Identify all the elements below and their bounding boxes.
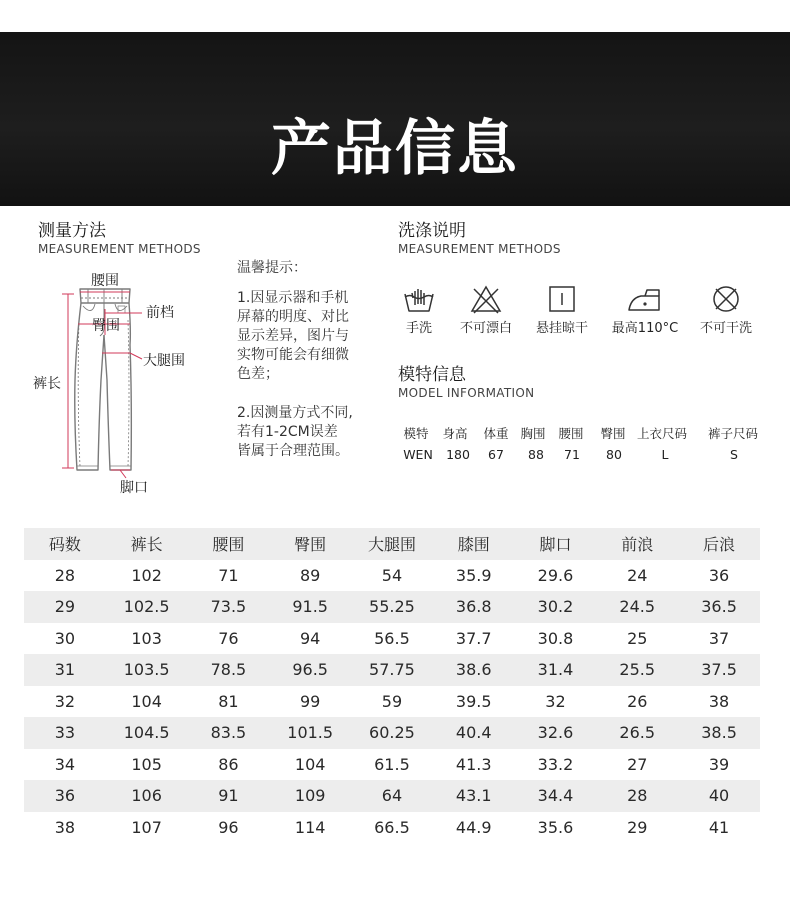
wash-item-hand-wash xyxy=(397,284,441,336)
table-cell: 55.25 xyxy=(369,597,415,617)
table-row xyxy=(24,623,760,655)
table-cell: 105 xyxy=(131,754,162,774)
size-table-header: 臀围 xyxy=(294,535,327,555)
table-cell: 86 xyxy=(218,754,239,774)
table-cell: 39.5 xyxy=(455,691,492,711)
wash-item-no-bleach xyxy=(455,284,517,336)
table-cell: 40.4 xyxy=(455,723,492,743)
model-value: S xyxy=(730,447,738,462)
table-cell: 32 xyxy=(545,691,566,711)
size-table-header-row xyxy=(24,528,760,560)
table-cell: 32 xyxy=(54,691,76,711)
table-cell: 26 xyxy=(627,691,648,711)
label-waist: 腰围 xyxy=(91,273,119,289)
table-cell: 28 xyxy=(627,786,648,806)
table-cell: 30.8 xyxy=(537,628,574,648)
table-cell: 102.5 xyxy=(123,597,170,617)
wash-title: 洗涤说明 xyxy=(398,221,466,241)
model-value: L xyxy=(661,447,669,462)
model-header: 裤子尺码 xyxy=(707,426,758,441)
table-cell: 96 xyxy=(218,817,239,837)
size-table-header: 大腿围 xyxy=(367,535,416,555)
table-row xyxy=(24,780,760,812)
table-cell: 41.3 xyxy=(455,754,492,774)
table-cell: 38 xyxy=(54,817,76,837)
model-value: 80 xyxy=(606,447,622,462)
wash-label-hand-wash: 手洗 xyxy=(405,321,432,336)
table-cell: 104.5 xyxy=(123,723,170,743)
table-cell: 33 xyxy=(54,723,76,743)
wash-label-no-dry-clean: 不可干洗 xyxy=(699,321,752,336)
table-cell: 103.5 xyxy=(123,660,170,680)
wash-item-no-dry-clean xyxy=(694,284,758,336)
table-cell: 37.5 xyxy=(701,660,737,680)
size-table xyxy=(24,528,760,843)
table-cell: 109 xyxy=(294,786,326,806)
model-subtitle: MODEL INFORMATION xyxy=(398,386,535,400)
table-cell: 59 xyxy=(381,691,403,711)
table-cell: 91 xyxy=(218,786,239,806)
label-rise: 前档 xyxy=(146,305,174,321)
table-cell: 94 xyxy=(300,628,321,648)
table-cell: 36.8 xyxy=(455,597,492,617)
table-cell: 107 xyxy=(131,817,162,837)
table-cell: 25.5 xyxy=(619,660,656,680)
table-cell: 38 xyxy=(708,691,730,711)
model-header: 腰围 xyxy=(558,426,584,441)
size-table-header: 脚口 xyxy=(539,535,572,555)
model-value: 180 xyxy=(446,447,470,462)
table-cell: 32.6 xyxy=(537,723,574,743)
wash-label-iron: 最高110°C xyxy=(611,321,679,336)
table-row xyxy=(24,749,760,781)
size-table-header: 后浪 xyxy=(703,535,736,555)
tip-2-line: 皆属于合理范围。 xyxy=(237,443,349,459)
model-header: 臀围 xyxy=(600,426,626,441)
table-cell: 91.5 xyxy=(292,597,328,617)
table-cell: 35.9 xyxy=(455,565,492,585)
model-title: 模特信息 xyxy=(398,365,466,385)
table-row xyxy=(24,591,760,623)
size-table-header: 码数 xyxy=(48,535,81,555)
label-thigh: 大腿围 xyxy=(143,353,185,369)
model-header: 胸围 xyxy=(520,426,546,441)
table-cell: 114 xyxy=(294,817,326,837)
table-cell: 61.5 xyxy=(374,754,410,774)
table-row xyxy=(24,812,760,844)
tip-1-line: 色差； xyxy=(237,366,279,382)
table-cell: 73.5 xyxy=(210,597,247,617)
model-header: 身高 xyxy=(442,426,468,441)
table-cell: 40 xyxy=(708,786,730,806)
wash-item-hang-dry xyxy=(530,284,594,336)
table-cell: 44.9 xyxy=(455,817,492,837)
table-row xyxy=(24,654,760,686)
table-cell: 56.5 xyxy=(374,628,410,648)
table-cell: 37 xyxy=(708,628,730,648)
tip-2-line: 2.因测量方式不同, xyxy=(237,405,353,421)
table-cell: 81 xyxy=(218,691,239,711)
size-table-header: 前浪 xyxy=(621,535,654,555)
table-cell: 31.4 xyxy=(537,660,574,680)
table-cell: 28 xyxy=(54,565,76,585)
tip-2 xyxy=(237,404,353,461)
model-value: 67 xyxy=(488,447,504,462)
table-cell: 29 xyxy=(54,597,76,617)
label-length: 裤长 xyxy=(33,376,61,392)
hand-wash-icon xyxy=(402,284,436,314)
table-cell: 64 xyxy=(381,786,403,806)
measure-title: 测量方法 xyxy=(38,221,106,241)
table-row xyxy=(24,560,760,592)
table-cell: 36 xyxy=(54,786,76,806)
size-table-header: 裤长 xyxy=(130,535,163,555)
size-table-header: 腰围 xyxy=(212,535,245,555)
wash-label-no-bleach: 不可漂白 xyxy=(459,321,512,336)
table-cell: 78.5 xyxy=(210,660,247,680)
label-hip: 臀围 xyxy=(92,318,120,334)
tip-1-line: 屏幕的明度、对比 xyxy=(237,309,349,325)
table-cell: 106 xyxy=(131,786,162,806)
table-cell: 54 xyxy=(381,565,403,585)
table-cell: 38.6 xyxy=(455,660,492,680)
table-cell: 71 xyxy=(218,565,239,585)
header-banner xyxy=(0,32,790,206)
table-cell: 29.6 xyxy=(537,565,574,585)
tip-2-line: 若有1-2CM误差 xyxy=(237,424,338,440)
no-dry-clean-icon xyxy=(709,284,743,314)
tip-1-line: 实物可能会有细微 xyxy=(237,347,349,363)
table-cell: 96.5 xyxy=(292,660,328,680)
table-cell: 60.25 xyxy=(369,723,415,743)
size-table-header: 膝围 xyxy=(457,535,490,555)
table-cell: 34 xyxy=(54,754,76,774)
model-header: 体重 xyxy=(483,426,509,441)
table-cell: 101.5 xyxy=(287,723,334,743)
table-cell: 102 xyxy=(131,565,162,585)
model-header: 上衣尺码 xyxy=(636,426,687,441)
table-cell: 38.5 xyxy=(701,723,737,743)
table-cell: 104 xyxy=(131,691,162,711)
table-cell: 76 xyxy=(218,628,239,648)
banner-title: 产品信息 xyxy=(271,114,519,184)
table-cell: 27 xyxy=(627,754,648,774)
wash-item-iron xyxy=(608,284,682,336)
size-table-body xyxy=(24,560,760,844)
table-cell: 103 xyxy=(131,628,162,648)
label-hem: 脚口 xyxy=(120,480,148,496)
tip-1 xyxy=(237,289,349,384)
table-cell: 37.7 xyxy=(455,628,492,648)
table-cell: 31 xyxy=(54,660,76,680)
table-cell: 36 xyxy=(708,565,730,585)
table-cell: 43.1 xyxy=(455,786,492,806)
hang-dry-icon xyxy=(545,284,579,314)
table-cell: 39 xyxy=(708,754,730,774)
tip-1-line: 显示差异，图片与 xyxy=(237,328,349,344)
table-cell: 104 xyxy=(294,754,326,774)
wash-subtitle: MEASUREMENT METHODS xyxy=(398,242,561,256)
table-cell: 25 xyxy=(627,628,648,648)
model-value: 88 xyxy=(528,447,544,462)
no-bleach-icon xyxy=(469,284,503,314)
table-cell: 30 xyxy=(54,628,76,648)
table-cell: 89 xyxy=(300,565,321,585)
table-cell: 66.5 xyxy=(374,817,410,837)
table-cell: 83.5 xyxy=(210,723,247,743)
table-cell: 33.2 xyxy=(537,754,574,774)
table-cell: 29 xyxy=(627,817,648,837)
measure-subtitle: MEASUREMENT METHODS xyxy=(38,242,201,256)
table-cell: 41 xyxy=(708,817,730,837)
table-cell: 57.75 xyxy=(369,660,415,680)
table-cell: 24.5 xyxy=(619,597,656,617)
table-row xyxy=(24,717,760,749)
wash-label-hang-dry: 悬挂晾干 xyxy=(535,321,588,336)
table-cell: 99 xyxy=(300,691,321,711)
table-cell: 24 xyxy=(627,565,648,585)
table-cell: 26.5 xyxy=(619,723,656,743)
iron-icon xyxy=(625,284,665,314)
table-cell: 36.5 xyxy=(701,597,737,617)
table-cell: 35.6 xyxy=(537,817,574,837)
model-header: 模特 xyxy=(403,426,429,441)
model-value: WEN xyxy=(403,447,433,462)
tip-1-line: 1.因显示器和手机 xyxy=(237,290,349,306)
table-row xyxy=(24,686,760,718)
table-cell: 30.2 xyxy=(537,597,574,617)
table-cell: 34.4 xyxy=(537,786,574,806)
tips-title: 温馨提示： xyxy=(237,260,307,276)
model-value: 71 xyxy=(564,447,580,462)
